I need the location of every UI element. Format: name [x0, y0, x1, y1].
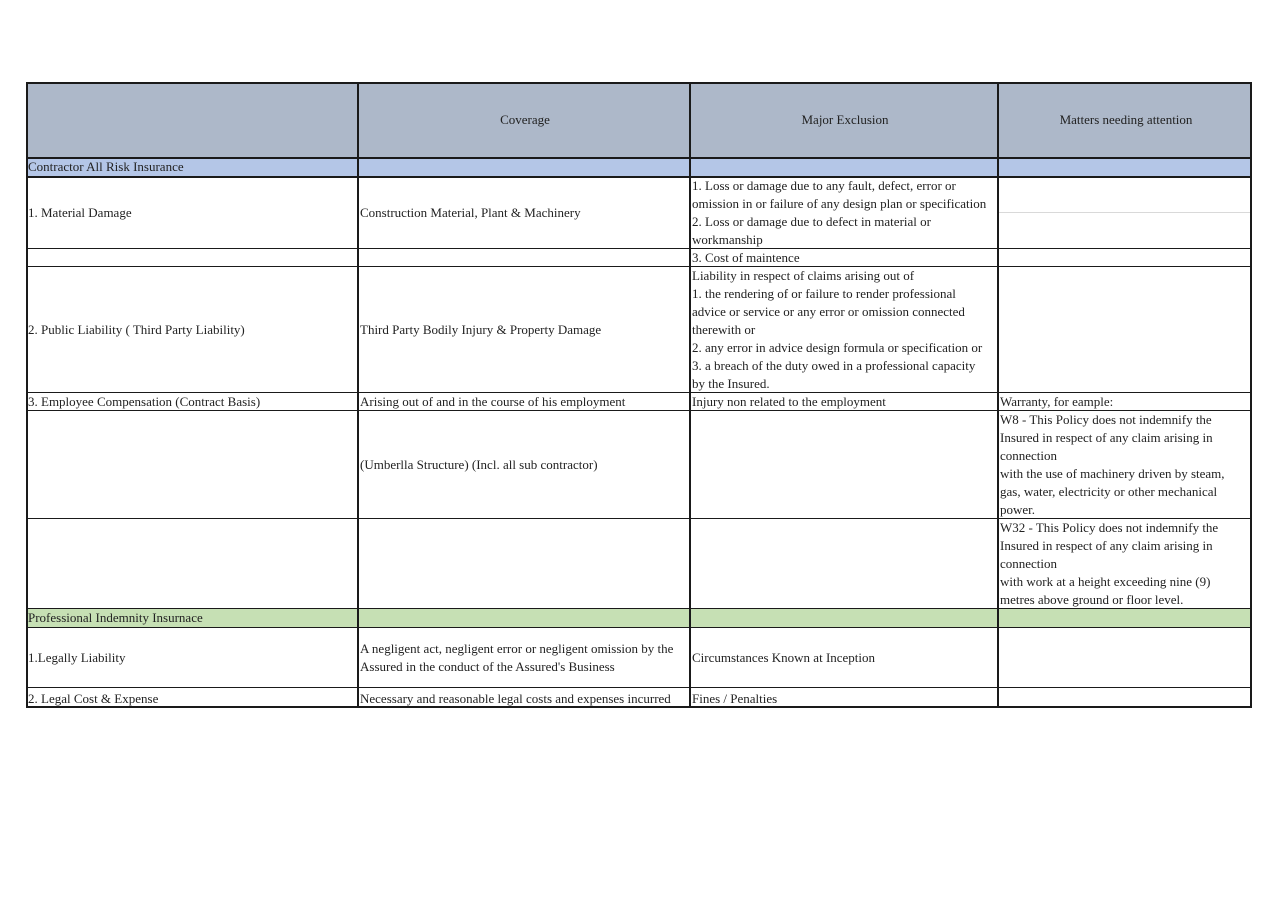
row-legal-cost-item[interactable]: 2. Legal Cost & Expense [28, 691, 159, 706]
grid-line [357, 82, 359, 708]
row-legal-cost-exclusion[interactable]: Fines / Penalties [692, 691, 778, 706]
exclusion-line: 1. the rendering of or failure to render professional [692, 286, 956, 301]
row-umbrella-exclusion[interactable] [690, 411, 998, 519]
grid-line [26, 687, 1252, 688]
insurance-coverage-table [26, 82, 1252, 708]
row-legal-liability-matters[interactable] [998, 628, 1252, 688]
row-legal-cost-coverage[interactable]: Necessary and reasonable legal costs and expenses incurred [360, 691, 671, 706]
matters-line: metres above ground or floor level. [1000, 592, 1184, 607]
header-matters-needing-attention[interactable]: Matters needing attention [998, 82, 1252, 158]
row-public-liability-coverage[interactable]: Third Party Bodily Injury & Property Damage [360, 322, 602, 337]
coverage-line: Assured in the conduct of the Assured's Business [360, 659, 615, 674]
row-public-liability-exclusion[interactable] [690, 267, 998, 393]
coverage-line: A negligent act, negligent error or negligent omission by the [360, 641, 674, 656]
row-maintenance-exclusion[interactable]: 3. Cost of maintence [692, 250, 800, 265]
row-maintenance-item[interactable] [26, 249, 358, 267]
header-coverage[interactable]: Coverage [358, 82, 690, 158]
exclusion-line: 3. a breach of the duty owed in a professional capacity [692, 358, 976, 373]
row-employee-comp-coverage[interactable]: Arising out of and in the course of his employment [360, 394, 626, 409]
grid-line [26, 266, 1252, 267]
row-legal-liability-exclusion[interactable]: Circumstances Known at Inception [692, 650, 876, 665]
row-w32-coverage[interactable] [358, 519, 690, 609]
row-w32-item[interactable] [26, 519, 358, 609]
exclusion-line: workmanship [692, 232, 763, 247]
grid-line [26, 410, 1252, 411]
grid-line [26, 392, 1252, 393]
matters-line: with work at a height exceeding nine (9) [1000, 574, 1211, 589]
matters-line: connection [1000, 448, 1058, 463]
section-pi-exclusion-cell[interactable] [690, 609, 998, 628]
row-w32-matters[interactable] [998, 519, 1252, 609]
grid-line-light [998, 212, 1252, 213]
exclusion-line: therewith or [692, 322, 756, 337]
row-employee-comp-matters[interactable]: Warranty, for eample: [1000, 394, 1114, 409]
grid-line [26, 157, 1252, 159]
grid-line [26, 82, 28, 708]
row-material-damage-coverage[interactable]: Construction Material, Plant & Machinery [360, 205, 581, 220]
exclusion-line: advice or service or any error or omission connected [692, 304, 965, 319]
section-contractor-matters-cell[interactable] [998, 158, 1252, 177]
grid-line [26, 627, 1252, 628]
row-employee-comp-exclusion[interactable]: Injury non related to the employment [692, 394, 886, 409]
row-material-damage-exclusion[interactable] [690, 177, 998, 249]
row-umbrella-coverage[interactable]: (Umberlla Structure) (Incl. all sub contractor) [360, 457, 598, 472]
section-pi-matters-cell[interactable] [998, 609, 1252, 628]
row-material-damage-matters[interactable] [998, 177, 1252, 249]
grid-line [26, 82, 1252, 84]
grid-line [26, 706, 1252, 708]
exclusion-line: by the Insured. [692, 376, 770, 391]
exclusion-line: 2. Loss or damage due to defect in material or [692, 214, 931, 229]
row-w32-exclusion[interactable] [690, 519, 998, 609]
exclusion-line: 1. Loss or damage due to any fault, defect, error or [692, 178, 956, 193]
row-umbrella-item[interactable] [26, 411, 358, 519]
grid-line [689, 82, 691, 708]
matters-line: gas, water, electricity or other mechanical [1000, 484, 1218, 499]
matters-line: power. [1000, 502, 1036, 517]
grid-line [26, 608, 1252, 609]
section-contractor-all-risk[interactable]: Contractor All Risk Insurance [26, 158, 358, 177]
matters-line: Insured in respect of any claim arising in [1000, 538, 1213, 553]
matters-line: W8 - This Policy does not indemnify the [1000, 412, 1212, 427]
section-professional-indemnity[interactable]: Professional Indemnity Insurnace [26, 609, 358, 628]
matters-line: W32 - This Policy does not indemnify the [1000, 520, 1219, 535]
header-major-exclusion[interactable]: Major Exclusion [690, 82, 998, 158]
matters-line: with the use of machinery driven by steam, [1000, 466, 1225, 481]
row-legal-liability-coverage[interactable] [358, 628, 690, 688]
row-employee-comp-item[interactable]: 3. Employee Compensation (Contract Basis) [28, 394, 261, 409]
exclusion-line: omission in or failure of any design plan or specification [692, 196, 987, 211]
row-public-liability-matters[interactable] [998, 267, 1252, 393]
exclusion-line: 2. any error in advice design formula or specification or [692, 340, 983, 355]
matters-line: Insured in respect of any claim arising in [1000, 430, 1213, 445]
grid-line [26, 518, 1252, 519]
section-pi-coverage-cell[interactable] [358, 609, 690, 628]
section-contractor-coverage-cell[interactable] [358, 158, 690, 177]
header-cell-blank[interactable] [26, 82, 358, 158]
row-legal-cost-matters[interactable] [998, 688, 1252, 708]
row-legal-liability-item[interactable]: 1.Legally Liability [28, 650, 126, 665]
grid-line [26, 176, 1252, 178]
row-material-damage-item[interactable]: 1. Material Damage [28, 205, 132, 220]
matters-line: connection [1000, 556, 1058, 571]
row-public-liability-item[interactable]: 2. Public Liability ( Third Party Liability) [28, 322, 245, 337]
grid-line [26, 248, 1252, 249]
row-maintenance-coverage[interactable] [358, 249, 690, 267]
grid-line [997, 82, 999, 708]
section-contractor-exclusion-cell[interactable] [690, 158, 998, 177]
row-umbrella-matters-w8[interactable] [998, 411, 1252, 519]
grid-line [1250, 82, 1252, 708]
exclusion-line: Liability in respect of claims arising out of [692, 268, 915, 283]
row-maintenance-matters[interactable] [998, 249, 1252, 267]
